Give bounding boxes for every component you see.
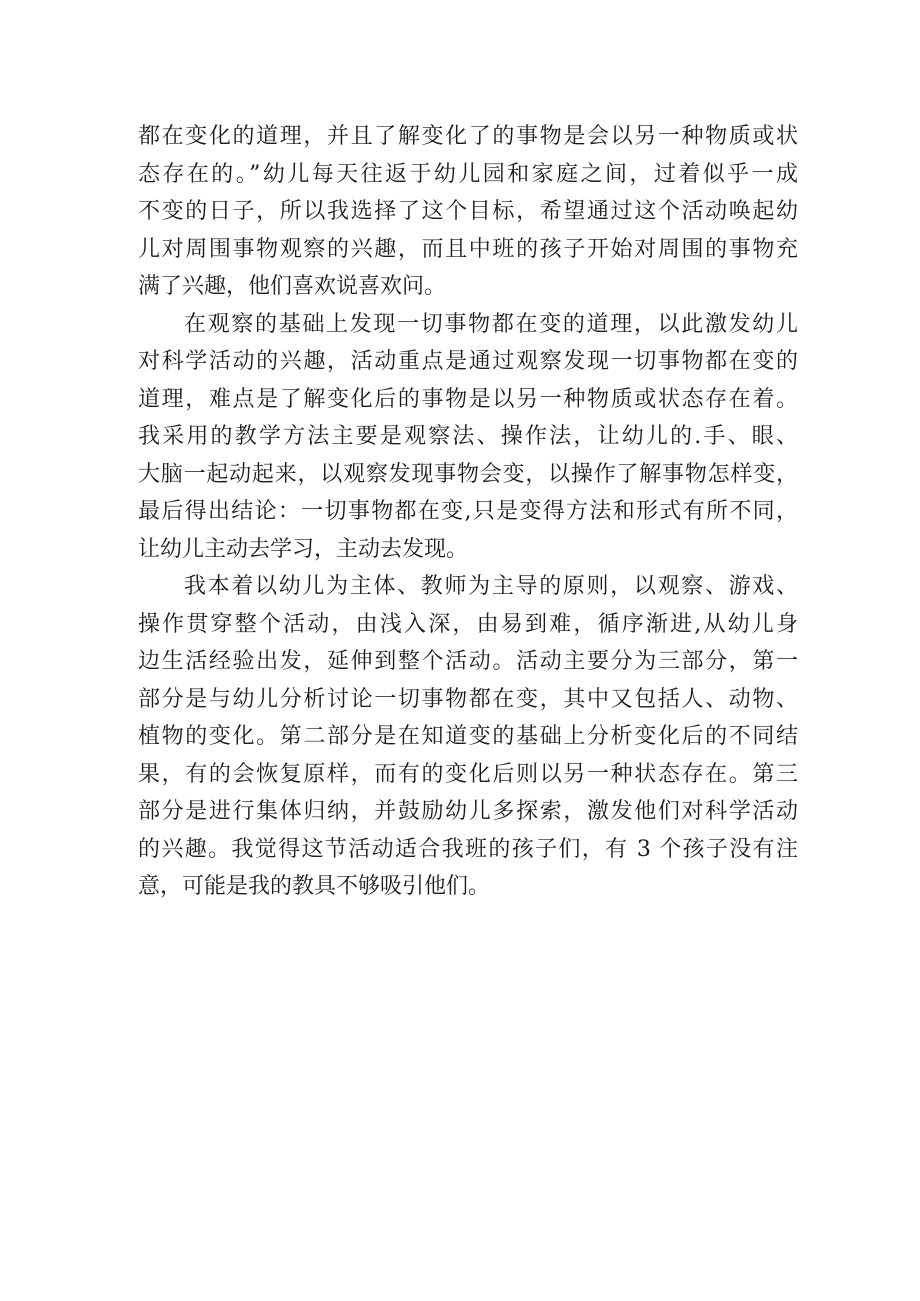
paragraph	[138, 118, 798, 306]
text-line: 植物的变化。第二部分是在知道变的基础上分析变化后的不同结	[138, 724, 798, 749]
paragraph	[138, 306, 798, 569]
text-line: 态存在的。”幼儿每天往返于幼儿园和家庭之间，过着似乎一成	[138, 161, 798, 187]
text-line: 儿对周围事物观察的兴趣，而且中班的孩子开始对周围的事物充	[138, 236, 798, 262]
text-line: 对科学活动的兴趣，活动重点是通过观察发现一切事物都在变的	[138, 349, 798, 374]
text-line: 满了兴趣，他们喜欢说喜欢问。	[138, 274, 447, 299]
text-line: 操作贯穿整个活动，由浅入深，由易到难，循序渐进,从幼儿身	[138, 611, 798, 637]
text-line: 的兴趣。我觉得这节活动适合我班的孩子们，有 3 个孩子没有注	[138, 836, 798, 862]
text-line: 我采用的教学方法主要是观察法、操作法，让幼儿的.手、眼、	[138, 424, 798, 449]
text-line: 我本着以幼儿为主体、教师为主导的原则，以观察、游戏、	[184, 574, 798, 599]
text-line: 不变的日子，所以我选择了这个目标，希望通过这个活动唤起幼	[138, 199, 798, 224]
document-body	[138, 118, 798, 906]
text-line: 部分是进行集体归纳，并鼓励幼儿多探索，激发他们对科学活动	[138, 799, 798, 824]
text-line: 意，可能是我的教具不够吸引他们。	[138, 874, 491, 899]
text-line: 边生活经验出发，延伸到整个活动。活动主要分为三部分，第一	[138, 649, 798, 674]
text-line: 果，有的会恢复原样，而有的变化后则以另一种状态存在。第三	[138, 761, 798, 787]
text-line: 让幼儿主动去学习，主动去发现。	[138, 536, 469, 562]
text-line: 在观察的基础上发现一切事物都在变的道理，以此激发幼儿	[184, 311, 798, 337]
text-line: 大脑一起动起来，以观察发现事物会变，以操作了解事物怎样变，	[138, 461, 798, 487]
text-line: 都在变化的道理，并且了解变化了的事物是会以另一种物质或状	[138, 124, 798, 149]
text-line: 道理，难点是了解变化后的事物是以另一种物质或状态存在着。	[138, 386, 798, 412]
text-line: 最后得出结论：一切事物都在变,只是变得方法和形式有所不同，	[138, 499, 798, 524]
text-line: 部分是与幼儿分析讨论一切事物都在变，其中又包括人、动物、	[138, 686, 798, 712]
paragraph	[138, 568, 798, 906]
